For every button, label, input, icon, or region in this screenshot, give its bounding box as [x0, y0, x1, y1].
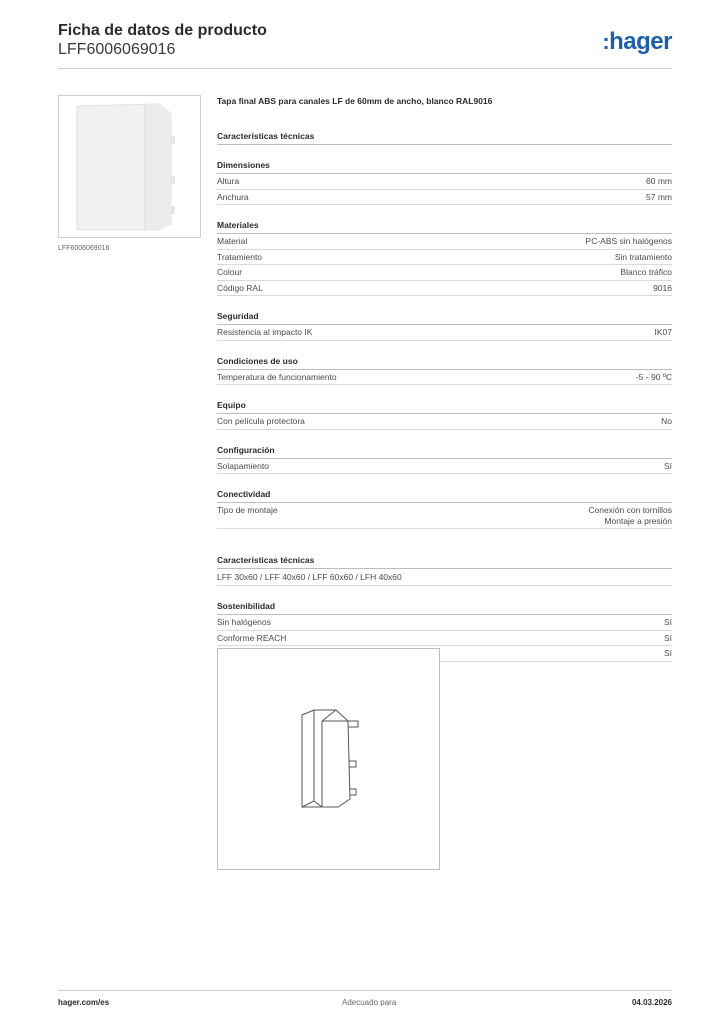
spec-label: Sin halógenos — [217, 617, 271, 627]
footer-suitable-for: Adecuado para — [342, 998, 397, 1007]
logo-text: hager — [609, 28, 672, 55]
spec-row — [217, 234, 672, 250]
end-cap-photo — [59, 96, 202, 239]
group-connectivity — [217, 489, 672, 529]
spec-row — [217, 631, 672, 647]
spec-row — [217, 370, 672, 386]
spec-value: Sí — [663, 460, 672, 471]
spec-row — [217, 325, 672, 341]
spec-value: No — [661, 416, 672, 426]
group-title: Equipo — [217, 400, 672, 414]
spec-label: Resistencia al impacto IK — [217, 327, 313, 337]
spec-row — [217, 265, 672, 281]
spec-value-line: Conexión con tornillos — [588, 505, 672, 515]
footer-divider — [58, 990, 672, 991]
group-title: Dimensiones — [217, 160, 672, 174]
page-title: Ficha de datos de producto — [58, 22, 267, 39]
spec-label: Temperatura de funcionamiento — [217, 371, 337, 382]
group-safety — [217, 311, 672, 341]
spec-row — [217, 174, 672, 190]
spec-label: Solapamiento — [217, 460, 269, 471]
tech-heading: Características técnicas — [217, 131, 672, 145]
spec-value: Sí — [663, 617, 672, 627]
spec-label: Altura — [217, 176, 240, 186]
spec-label: Material — [217, 236, 248, 246]
spec-row — [217, 503, 672, 529]
illustration-frame — [217, 648, 440, 870]
spec-value: Sin tratamiento — [614, 251, 672, 262]
thumbnail-caption: LFF6006069016 — [58, 245, 110, 252]
product-code: LFF6006069016 — [58, 41, 176, 58]
spec-value — [588, 505, 672, 526]
spec-value: 57 mm — [646, 191, 672, 202]
spec-label: Anchura — [217, 191, 249, 202]
group-title: Materiales — [217, 220, 672, 234]
spec-value-line: Montaje a presión — [604, 515, 672, 526]
compat-line: LFF 30x60 / LFF 40x60 / LFF 60x60 / LFH 40x60 — [217, 569, 672, 586]
group-title: Conectividad — [217, 489, 672, 503]
group-configuration — [217, 445, 672, 475]
product-thumbnail — [58, 95, 201, 238]
end-cap-drawing — [218, 649, 441, 871]
group-title: Condiciones de uso — [217, 356, 672, 370]
group-title: Sostenibilidad — [217, 601, 672, 615]
group-dimensions — [217, 160, 672, 205]
group-title: Seguridad — [217, 311, 672, 325]
group-equipment — [217, 400, 672, 430]
spec-row — [217, 250, 672, 266]
group-title: Configuración — [217, 445, 672, 459]
spec-value: -5 - 90 ºC — [635, 371, 672, 382]
footer-date: 04.03.2026 — [631, 998, 672, 1007]
footer-website-link[interactable]: hager.com/es — [58, 998, 110, 1007]
spec-value: 60 mm — [646, 176, 672, 186]
spec-row — [217, 414, 672, 430]
product-description: Tapa final ABS para canales LF de 60mm de ancho, blanco RAL9016 — [217, 96, 493, 106]
hager-logo[interactable]: :hager — [602, 28, 672, 55]
compat-heading: Características técnicas — [217, 555, 672, 569]
spec-label: Conforme REACH — [217, 632, 287, 643]
spec-value: 9016 — [653, 282, 672, 293]
spec-row — [217, 615, 672, 631]
spec-row — [217, 281, 672, 297]
spec-label: Con película protectora — [217, 416, 305, 426]
spec-content — [217, 96, 672, 698]
spec-label: Tratamiento — [217, 251, 263, 262]
spec-value: Blanco tráfico — [620, 267, 672, 277]
group-materials — [217, 220, 672, 296]
header-divider — [58, 68, 672, 69]
spec-value: IK07 — [654, 327, 672, 337]
spec-row — [217, 459, 672, 475]
spec-label: Código RAL — [217, 282, 263, 293]
spec-value: PC-ABS sin halógenos — [585, 236, 672, 246]
spec-label: Colour — [217, 267, 243, 277]
group-conditions — [217, 356, 672, 386]
spec-row — [217, 190, 672, 206]
spec-label: Tipo de montaje — [217, 505, 278, 515]
spec-value: Sí — [663, 632, 672, 643]
spec-value: Sí — [663, 648, 672, 658]
